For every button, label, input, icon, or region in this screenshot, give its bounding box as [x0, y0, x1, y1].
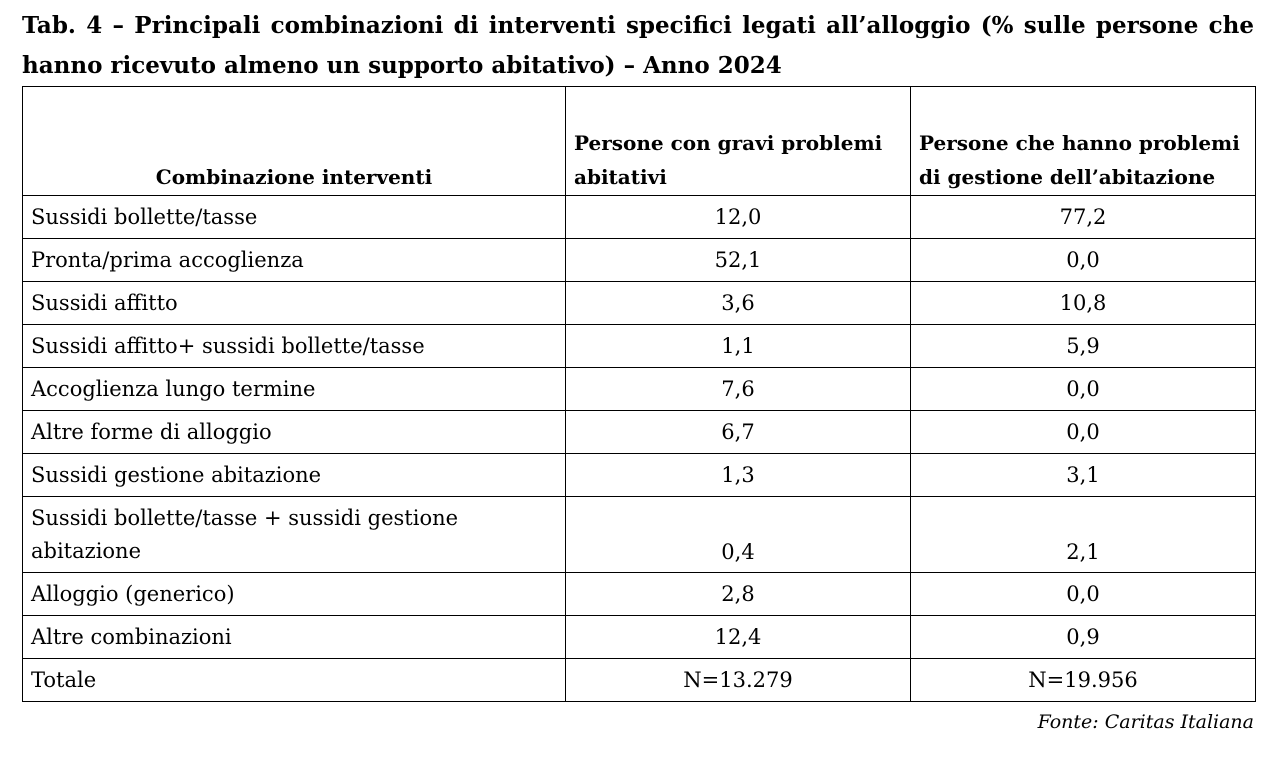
row-label: Sussidi gestione abitazione [23, 454, 566, 497]
source-note: Fonte: Caritas Italiana [1037, 711, 1254, 733]
cell-gestione: 0,0 [911, 368, 1256, 411]
cell-gestione: 10,8 [911, 282, 1256, 325]
cell-gestione: 0,0 [911, 411, 1256, 454]
cell-gestione: 0,9 [911, 616, 1256, 659]
table-row [23, 497, 1256, 573]
cell-gestione: 3,1 [911, 454, 1256, 497]
table-body [23, 196, 1256, 702]
cell-gravi: 0,4 [566, 497, 911, 573]
cell-gestione: 0,0 [911, 239, 1256, 282]
cell-gravi: 1,1 [566, 325, 911, 368]
column-header-gestione-abitazione: Persone che hanno problemi di gestione dell’abitazione [911, 87, 1256, 196]
table-row [23, 411, 1256, 454]
table-row [23, 573, 1256, 616]
table-row-total [23, 659, 1256, 702]
header-row [23, 87, 1256, 196]
cell-gravi: 1,3 [566, 454, 911, 497]
table-row [23, 454, 1256, 497]
table-header [23, 87, 1256, 196]
table-row [23, 616, 1256, 659]
row-label: Alloggio (generico) [23, 573, 566, 616]
cell-gravi: 52,1 [566, 239, 911, 282]
cell-gestione: 2,1 [911, 497, 1256, 573]
row-label: Sussidi affitto [23, 282, 566, 325]
cell-gravi: 3,6 [566, 282, 911, 325]
cell-gestione: 5,9 [911, 325, 1256, 368]
cell-gravi: N=13.279 [566, 659, 911, 702]
table-row [23, 368, 1256, 411]
row-label: Sussidi bollette/tasse [23, 196, 566, 239]
row-label: Sussidi affitto+ sussidi bollette/tasse [23, 325, 566, 368]
row-label: Pronta/prima accoglienza [23, 239, 566, 282]
row-label: Totale [23, 659, 566, 702]
table-row [23, 282, 1256, 325]
cell-gravi: 12,4 [566, 616, 911, 659]
row-label: Accoglienza lungo termine [23, 368, 566, 411]
column-header-gravi-problemi: Persone con gravi problemi abitativi [566, 87, 911, 196]
column-header-combinazione: Combinazione interventi [23, 87, 566, 196]
cell-gravi: 6,7 [566, 411, 911, 454]
data-table [22, 86, 1256, 702]
cell-gestione: 77,2 [911, 196, 1256, 239]
cell-gravi: 7,6 [566, 368, 911, 411]
row-label: Altre forme di alloggio [23, 411, 566, 454]
cell-gravi: 2,8 [566, 573, 911, 616]
row-label: Altre combinazioni [23, 616, 566, 659]
cell-gravi: 12,0 [566, 196, 911, 239]
table-row [23, 325, 1256, 368]
row-label: Sussidi bollette/tasse + sussidi gestione abitazione [23, 497, 566, 573]
cell-gestione: 0,0 [911, 573, 1256, 616]
table-title: Tab. 4 – Principali combinazioni di interventi specifici legati all’alloggio (% sulle persone che hanno ricevuto almeno un supporto abitativo) – Anno 2024 [22, 12, 1254, 79]
table-row [23, 239, 1256, 282]
cell-gestione: N=19.956 [911, 659, 1256, 702]
table-row [23, 196, 1256, 239]
